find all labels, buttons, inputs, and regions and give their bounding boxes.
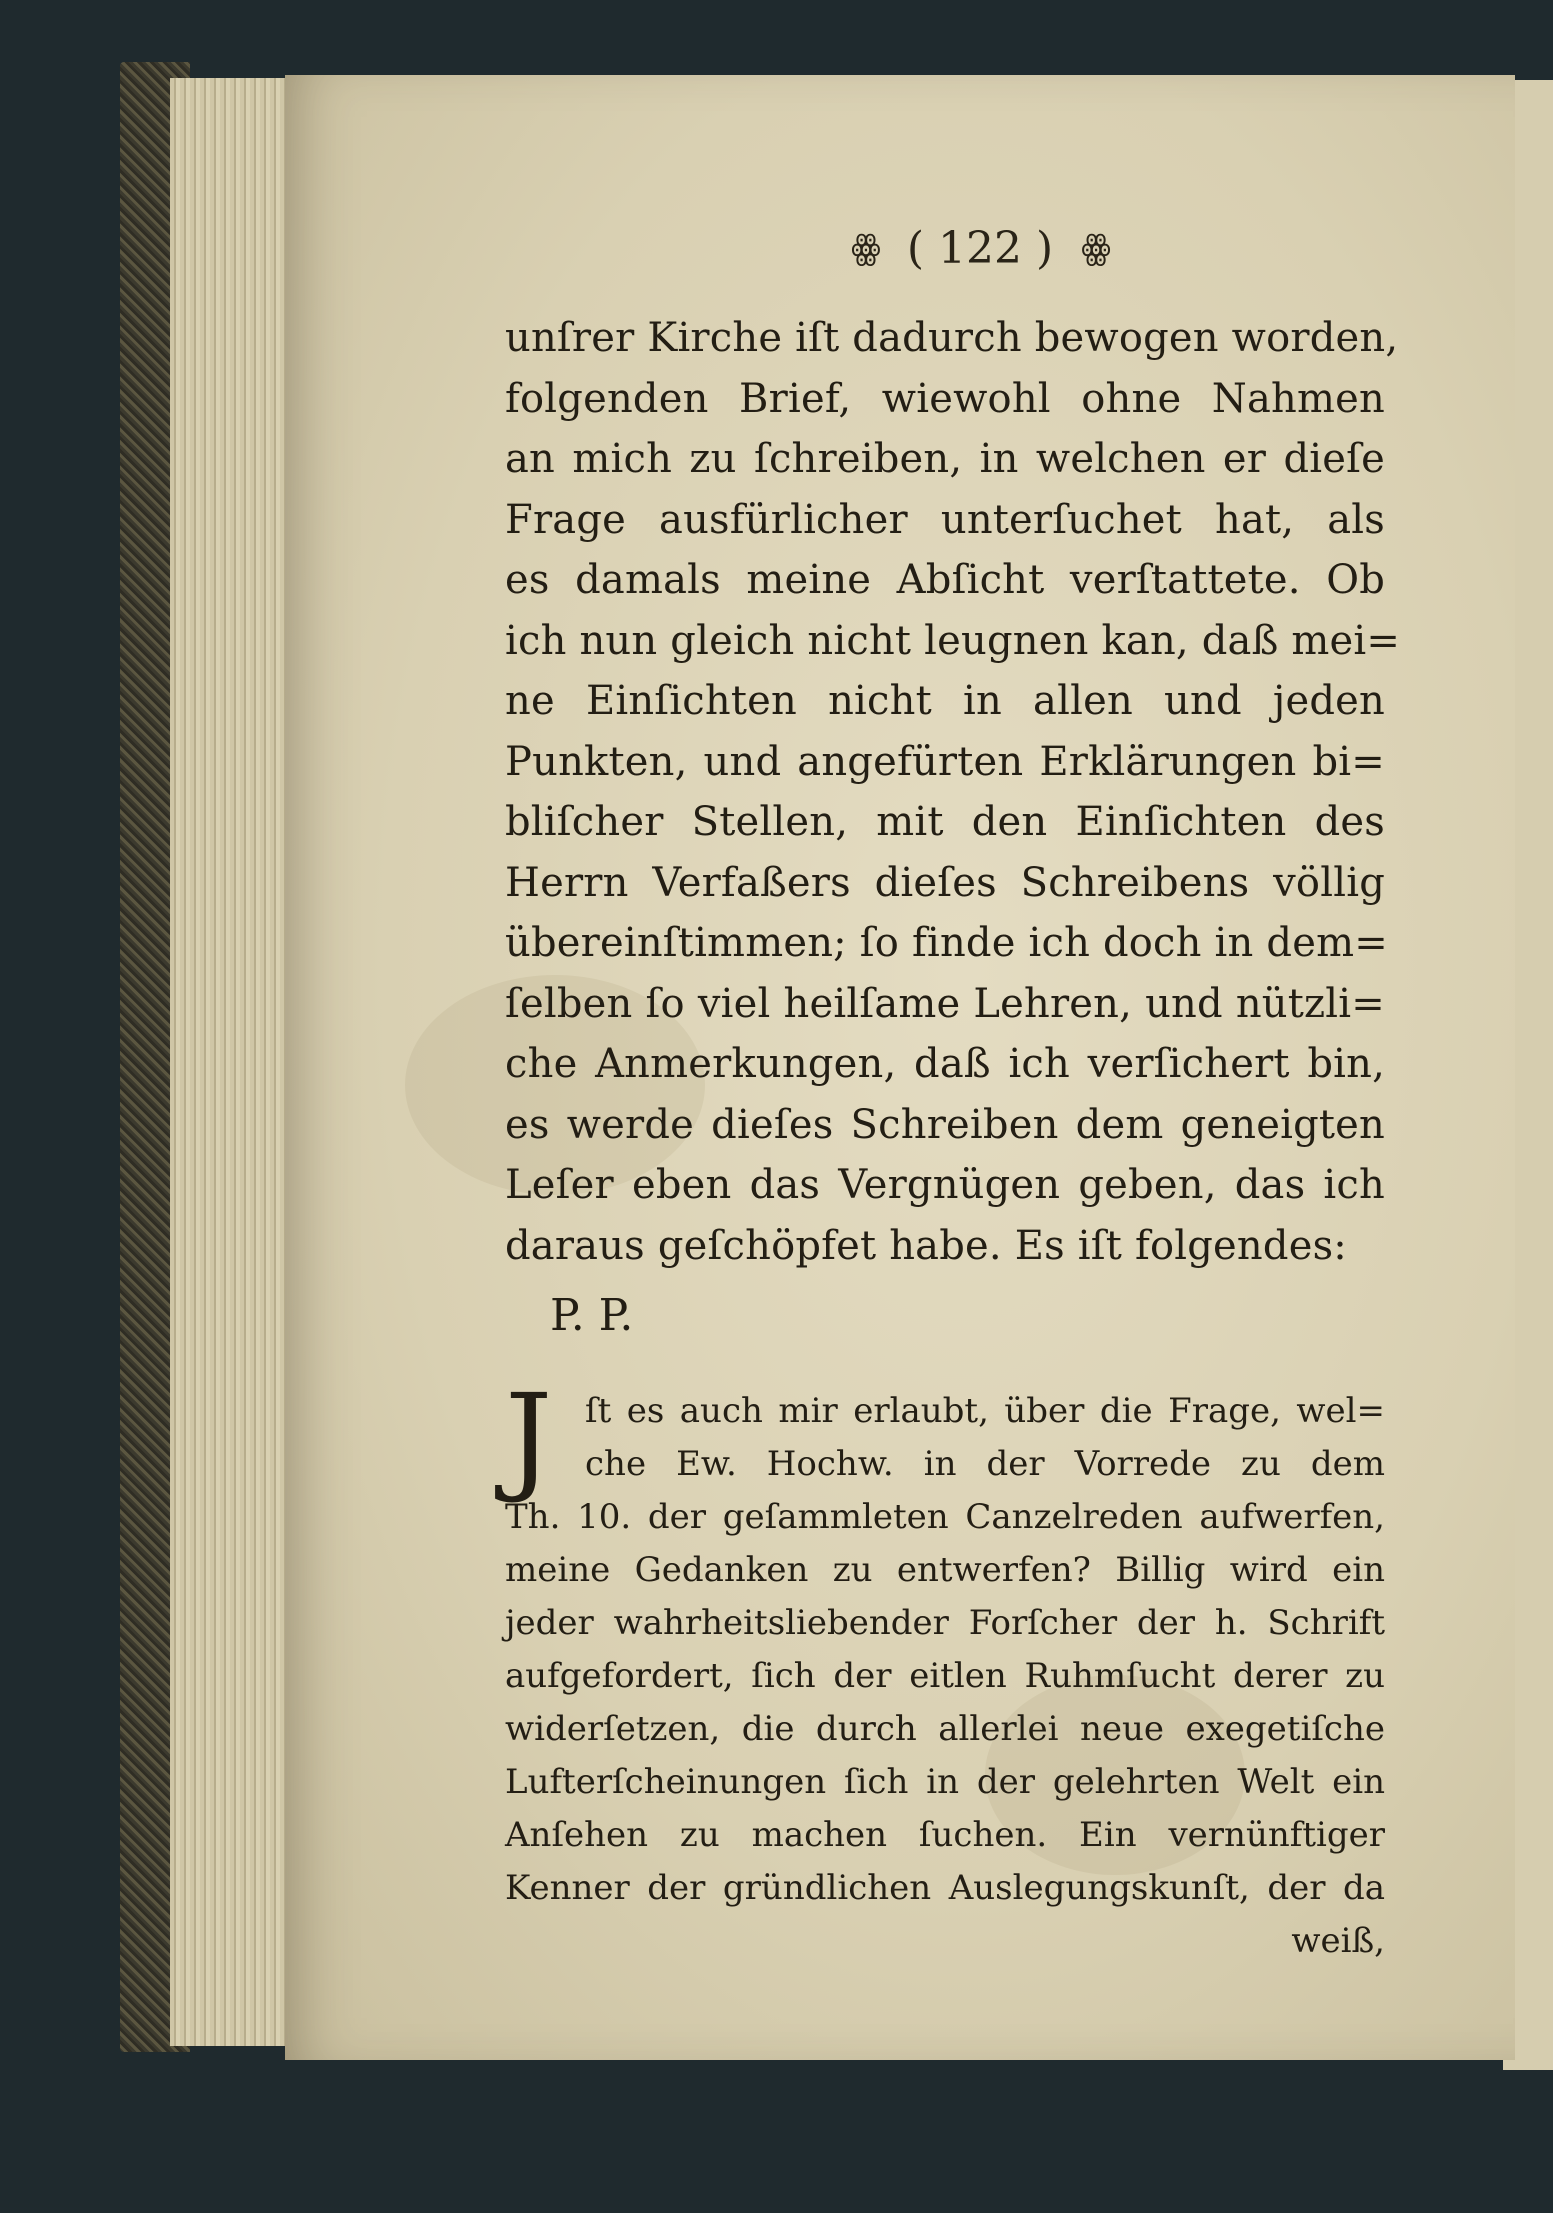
text-line: an mich zu ſchreiben, in welchen er dieſe — [505, 436, 1385, 482]
text-line: Anſehen zu machen ſuchen. Ein vernünftiger — [505, 1815, 1385, 1855]
text-line: daraus geſchöpfet habe. Es iſt folgendes: — [505, 1222, 1347, 1269]
text-line: übereinſtimmen; ſo finde ich doch in dem= — [505, 920, 1388, 966]
salutation: P. P. — [550, 1290, 634, 1341]
text-line: bliſcher Stellen, mit den Einſichten des — [505, 799, 1385, 845]
text-line: Herrn Verfaßers dieſes Schreibens völlig — [505, 859, 1385, 906]
text-line: ſt es auch mir erlaubt, über die Frage, wel= — [585, 1391, 1385, 1431]
running-header — [720, 218, 1240, 278]
text-line: folgenden Brief, wiewohl ohne Nahmen — [505, 375, 1385, 422]
cherub-ornament-left-icon: ꙮ — [850, 228, 879, 268]
cherub-ornament-right-icon: ꙮ — [1081, 228, 1110, 268]
page-number: ( 122 ) — [906, 222, 1054, 274]
text-line: ſelben ſo viel heilſame Lehren, und nützli= — [505, 980, 1385, 1027]
text-line: aufgefordert, ſich der eitlen Ruhmſucht derer zu — [505, 1656, 1385, 1696]
intro-paragraph — [505, 308, 1401, 1276]
text-line: Th. 10. der geſammleten Canzelreden aufwerfen, — [505, 1497, 1385, 1537]
text-line: Lufterſcheinungen ſich in der gelehrten Welt ein — [505, 1762, 1385, 1802]
text-line: es werde dieſes Schreiben dem geneigten — [505, 1101, 1385, 1148]
drop-cap: J — [505, 1368, 553, 1506]
text-line: ich nun gleich nicht leugnen kan, daß mei= — [505, 617, 1401, 664]
text-line: Kenner der gründlichen Auslegungskunſt, der da — [505, 1868, 1385, 1908]
text-line: ne Einſichten nicht in allen und jeden — [505, 678, 1385, 724]
text-line: Leſer eben das Vergnügen geben, das ich — [505, 1162, 1385, 1208]
text-line: meine Gedanken zu entwerfen? Billig wird ein — [505, 1550, 1385, 1590]
text-line: es damals meine Abſicht verſtattete. Ob — [505, 557, 1385, 603]
text-line: che Ew. Hochw. in der Vorrede zu dem — [585, 1444, 1385, 1484]
text-line: Punkten, und angefürten Erklärungen bi= — [505, 738, 1385, 785]
text-line: widerſetzen, die durch allerlei neue exegetiſche — [505, 1709, 1385, 1749]
catchword: weiß, — [1291, 1921, 1385, 1961]
text-line: unſrer Kirche iſt dadurch bewogen worden, — [505, 315, 1399, 361]
text-line: jeder wahrheitsliebender Forſcher der h. Schrift — [505, 1603, 1385, 1643]
letter-paragraph — [505, 1368, 1385, 1968]
text-line: che Anmerkungen, daß ich verſichert bin, — [505, 1041, 1385, 1087]
text-line: Frage ausfürlicher unterſuchet hat, als — [505, 496, 1385, 543]
